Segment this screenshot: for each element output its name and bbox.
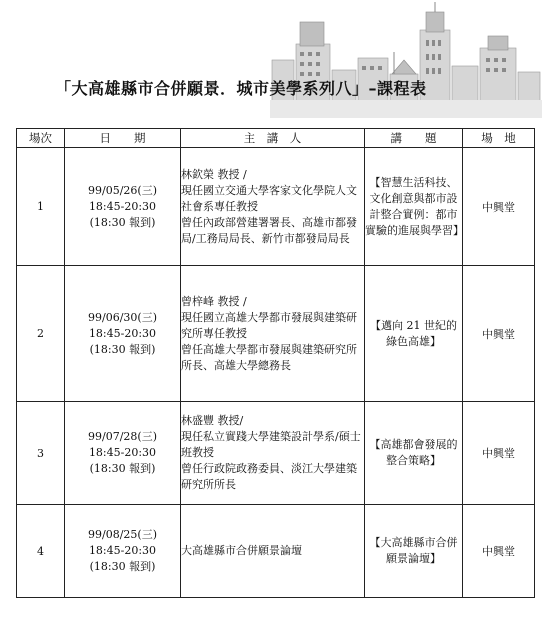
date-line: 99/05/26(三) <box>88 183 157 197</box>
table-row <box>17 505 535 598</box>
session-topic: 【智慧生活科技、文化創意與都市設計整合實例：都市實驗的進展與學習】 <box>365 148 463 266</box>
checkin-line: (18:30 報到) <box>89 462 156 475</box>
col-header-session: 場次 <box>17 129 65 148</box>
speaker-name: 林欽榮 教授 / <box>181 167 247 181</box>
checkin-line: (18:30 報到) <box>89 215 156 229</box>
col-header-speaker: 主 講 人 <box>181 129 365 148</box>
session-number: 2 <box>17 266 65 402</box>
table-row <box>17 266 535 402</box>
page-header <box>0 0 547 118</box>
page-title: 「大高雄縣市合併願景．城市美學系列八」–課程表 <box>55 79 427 98</box>
time-line: 18:45-20:30 <box>88 544 157 557</box>
date-line: 99/06/30(三) <box>88 310 157 324</box>
session-speaker <box>181 505 365 598</box>
speaker-former-position: 曾任高雄大學都市發展與建築研究所所長、高雄大學總務長 <box>181 342 357 372</box>
speaker-current-position: 現任國立交通大學客家文化學院人文社會系專任教授 <box>181 183 357 213</box>
col-header-topic: 講 題 <box>365 129 463 148</box>
table-header-row <box>17 129 535 148</box>
session-venue: 中興堂 <box>463 266 535 402</box>
session-speaker <box>181 266 365 402</box>
date-line: 99/08/25(三) <box>88 528 157 541</box>
speaker-current-position: 現任私立實踐大學建築設計學系/碩士班教授 <box>181 430 361 459</box>
speaker-former-position: 曾任行政院政務委員、淡江大學建築研究所所長 <box>181 462 357 491</box>
speaker-former-position: 曾任內政部營建署署長、高雄市都發局/工務局局長、新竹市都發局局長 <box>181 215 357 245</box>
speaker-name: 曾梓峰 教授 / <box>181 294 247 308</box>
speaker-name: 林盛豐 教授/ <box>181 414 244 427</box>
session-date <box>65 505 181 598</box>
session-number: 3 <box>17 402 65 505</box>
table-row <box>17 148 535 266</box>
time-line: 18:45-20:30 <box>88 326 157 340</box>
session-date <box>65 148 181 266</box>
session-venue: 中興堂 <box>463 505 535 598</box>
session-speaker <box>181 148 365 266</box>
col-header-venue: 場 地 <box>463 129 535 148</box>
table-row <box>17 402 535 505</box>
session-date <box>65 266 181 402</box>
session-number: 4 <box>17 505 65 598</box>
speaker-name: 大高雄縣市合併願景論壇 <box>181 544 302 557</box>
session-venue: 中興堂 <box>463 402 535 505</box>
session-topic: 【大高雄縣市合併願景論壇】 <box>365 505 463 598</box>
session-number: 1 <box>17 148 65 266</box>
city-skyline-illustration <box>0 0 547 118</box>
time-line: 18:45-20:30 <box>88 446 157 459</box>
session-date <box>65 402 181 505</box>
session-venue: 中興堂 <box>463 148 535 266</box>
checkin-line: (18:30 報到) <box>89 560 156 573</box>
date-line: 99/07/28(三) <box>88 430 157 443</box>
time-line: 18:45-20:30 <box>88 199 157 213</box>
col-header-date: 日 期 <box>65 129 181 148</box>
session-topic: 【邁向 21 世紀的綠色高雄】 <box>365 266 463 402</box>
session-speaker <box>181 402 365 505</box>
schedule-table <box>16 128 535 598</box>
session-topic: 【高雄都會發展的整合策略】 <box>365 402 463 505</box>
checkin-line: (18:30 報到) <box>89 342 156 356</box>
speaker-current-position: 現任國立高雄大學都市發展與建築研究所專任教授 <box>181 310 357 340</box>
